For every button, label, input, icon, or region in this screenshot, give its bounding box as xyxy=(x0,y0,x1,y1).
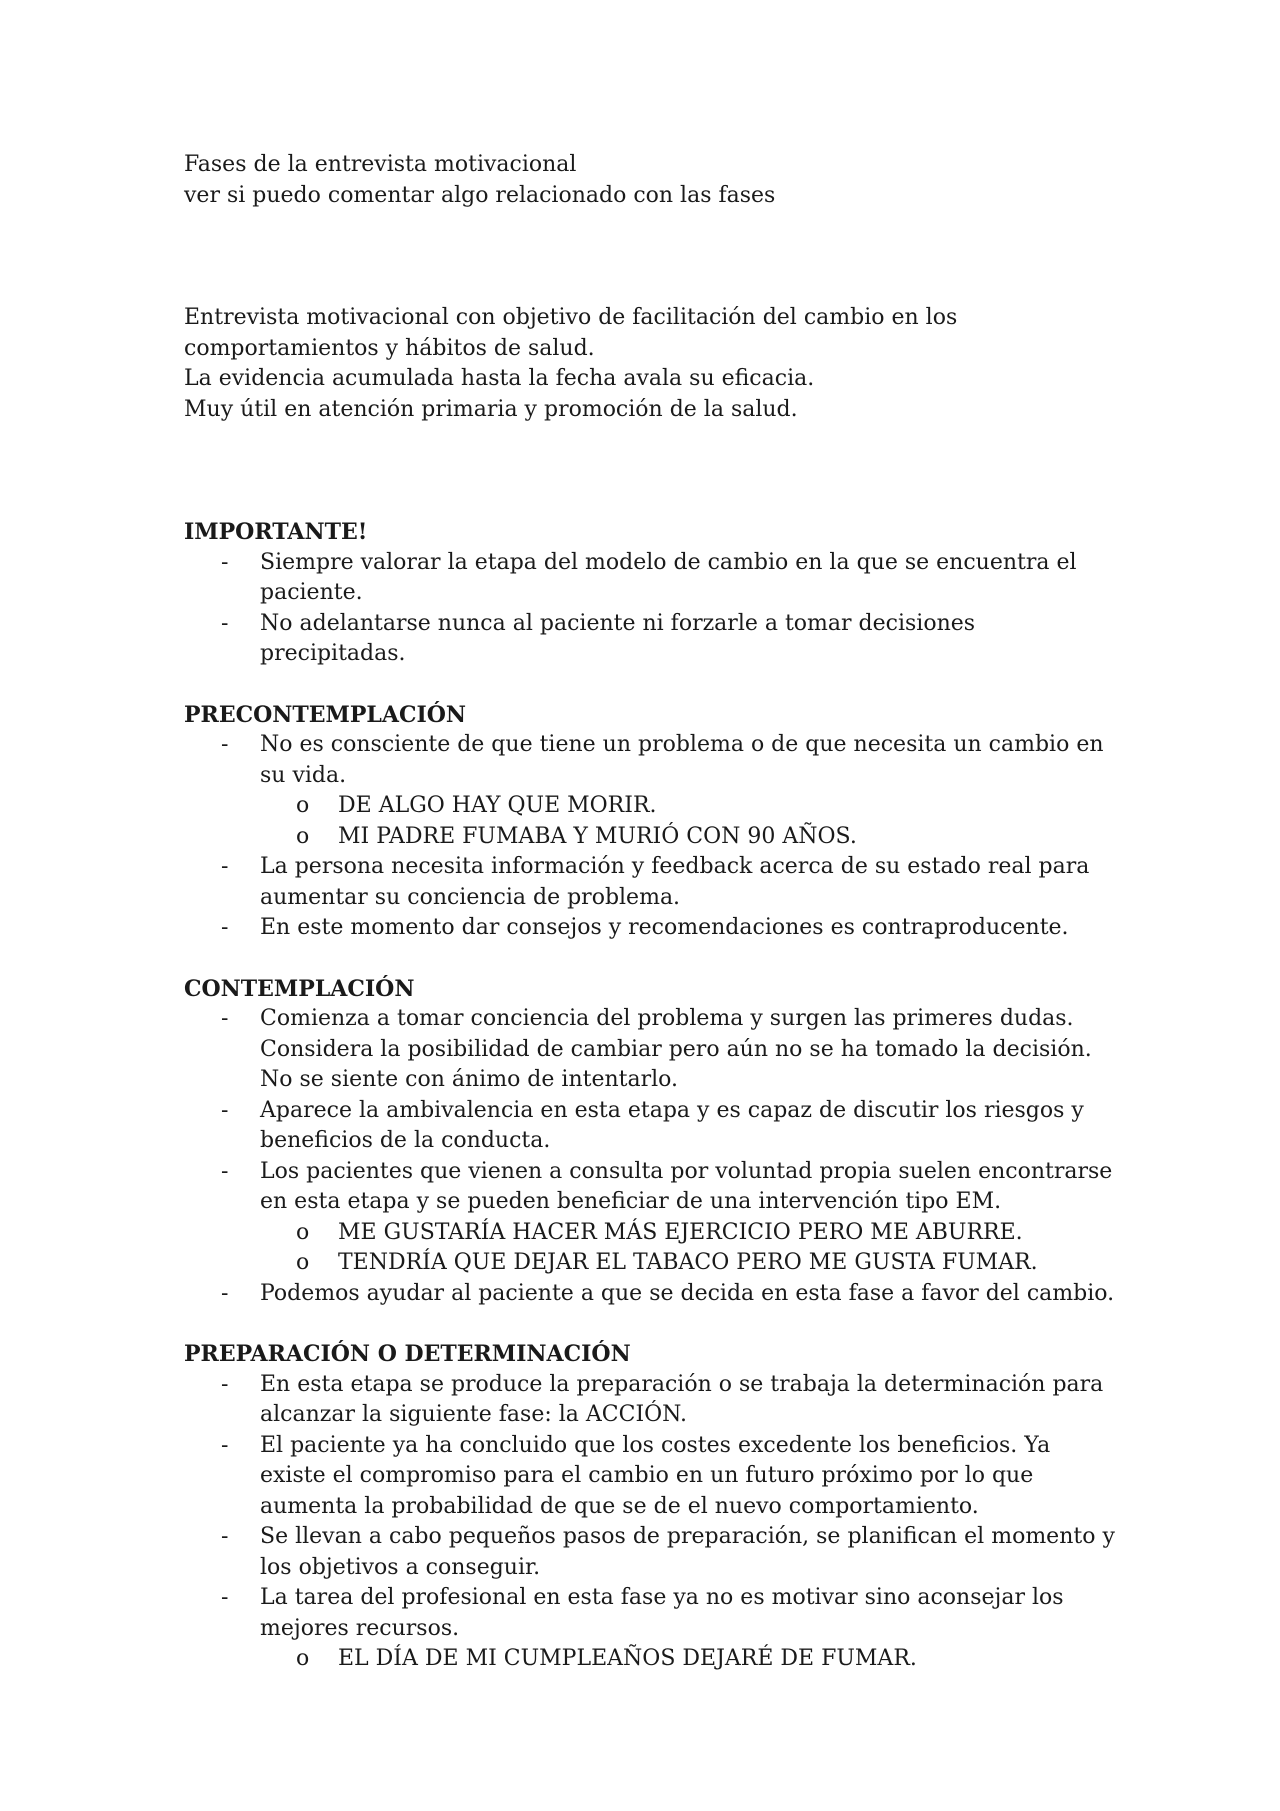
document-note: ver si puedo comentar algo relacionado con las fases xyxy=(184,182,776,208)
dash-marker: - xyxy=(221,1158,229,1184)
bullet-text: aumentar su conciencia de problema. xyxy=(260,884,681,910)
bullet-text: su vida. xyxy=(260,762,347,788)
bullet-text: El paciente ya ha concluido que los costes excedente los beneficios. Ya xyxy=(260,1432,1051,1458)
summary-line: comportamientos y hábitos de salud. xyxy=(184,335,595,361)
bullet-text: Podemos ayudar al paciente a que se decida en esta fase a favor del cambio. xyxy=(260,1280,1115,1306)
bullet-item xyxy=(184,548,1124,609)
dash-marker: - xyxy=(221,732,229,757)
bullet-text: Los pacientes que vienen a consulta por voluntad propia suelen encontrarse xyxy=(260,1158,1113,1184)
example-item xyxy=(260,822,1124,853)
bullet-text: beneficios de la conducta. xyxy=(260,1128,551,1153)
bullet-text: No adelantarse nunca al paciente ni forzarle a tomar decisiones xyxy=(260,610,976,636)
example-text: MI PADRE FUMABA Y MURIÓ CON 90 AÑOS. xyxy=(338,823,857,849)
section-heading: PREPARACIÓN O DETERMINACIÓN xyxy=(184,1341,631,1367)
summary-line: Muy útil en atención primaria y promoción de la salud. xyxy=(184,396,798,422)
bullet-text: Considera la posibilidad de cambiar pero aún no se ha tomado la decisión. xyxy=(260,1036,1092,1062)
document-page xyxy=(184,150,1124,1675)
spacer xyxy=(184,211,1124,303)
bullet-text: en esta etapa y se pueden beneficiar de una intervención tipo EM. xyxy=(260,1189,1002,1214)
summary-paragraph xyxy=(184,303,1124,425)
bullet-text: Aparece la ambivalencia en esta etapa y es capaz de discutir los riesgos y xyxy=(260,1097,1084,1123)
circle-marker: o xyxy=(296,1250,310,1275)
circle-marker: o xyxy=(296,793,310,818)
section-contemplacion xyxy=(184,974,1124,1310)
circle-marker: o xyxy=(296,1219,310,1245)
section-heading: PRECONTEMPLACIÓN xyxy=(184,701,467,728)
bullet-list xyxy=(184,730,1124,944)
section-importante xyxy=(184,517,1124,670)
example-text: EL DÍA DE MI CUMPLEAÑOS DEJARÉ DE FUMAR. xyxy=(338,1646,917,1671)
bullet-item xyxy=(184,1096,1124,1157)
bullet-text: En este momento dar consejos y recomendaciones es contraproducente. xyxy=(260,915,1069,940)
example-list xyxy=(260,791,1124,852)
bullet-text: los objetivos a conseguir. xyxy=(260,1554,541,1580)
spacer xyxy=(184,425,1124,517)
example-text: DE ALGO HAY QUE MORIR. xyxy=(338,793,657,818)
bullet-text: La tarea del profesional en esta fase ya no es motivar sino aconsejar los xyxy=(260,1585,1064,1610)
example-item xyxy=(260,1218,1124,1249)
dash-marker: - xyxy=(221,1097,229,1123)
bullet-text: Comienza a tomar conciencia del problema y surgen las primeres dudas. xyxy=(260,1006,1074,1031)
bullet-text: precipitadas. xyxy=(260,641,406,666)
bullet-text: En esta etapa se produce la preparación o se trabaja la determinación para xyxy=(260,1371,1104,1397)
dash-marker: - xyxy=(221,1432,229,1458)
bullet-text: existe el compromiso para el cambio en un futuro próximo por lo que xyxy=(260,1463,1034,1488)
bullet-text: La persona necesita información y feedback acerca de su estado real para xyxy=(260,854,1090,879)
section-heading: CONTEMPLACIÓN xyxy=(184,975,415,1002)
bullet-item xyxy=(184,609,1124,670)
document-title: Fases de la entrevista motivacional xyxy=(184,152,577,177)
bullet-text: Siempre valorar la etapa del modelo de cambio en la que se encuentra el xyxy=(260,549,1077,575)
spacer xyxy=(184,944,1124,974)
dash-marker: - xyxy=(221,1585,229,1610)
bullet-text: paciente. xyxy=(260,580,363,605)
dash-marker: - xyxy=(221,610,229,636)
dash-marker: - xyxy=(221,1371,229,1397)
summary-line: La evidencia acumulada hasta la fecha avala su eficacia. xyxy=(184,366,815,391)
bullet-text: Se llevan a cabo pequeños pasos de preparación, se planifican el momento y xyxy=(260,1524,1115,1549)
circle-marker: o xyxy=(296,1646,310,1671)
bullet-item xyxy=(184,1157,1124,1279)
spacer xyxy=(184,670,1124,700)
bullet-item xyxy=(184,1370,1124,1431)
dash-marker: - xyxy=(221,915,229,940)
bullet-text: No se siente con ánimo de intentarlo. xyxy=(260,1067,678,1092)
bullet-list xyxy=(184,1370,1124,1675)
spacer xyxy=(184,1309,1124,1339)
bullet-text: aumenta la probabilidad de que se de el nuevo comportamiento. xyxy=(260,1493,979,1519)
example-list xyxy=(260,1644,1124,1675)
summary-line: Entrevista motivacional con objetivo de facilitación del cambio en los xyxy=(184,305,958,330)
bullet-item xyxy=(184,852,1124,913)
bullet-text: alcanzar la siguiente fase: la ACCIÓN. xyxy=(260,1402,688,1427)
bullet-item xyxy=(184,1279,1124,1310)
dash-marker: - xyxy=(221,549,229,575)
dash-marker: - xyxy=(221,1006,229,1031)
section-heading: IMPORTANTE! xyxy=(184,519,368,545)
bullet-item xyxy=(184,1522,1124,1583)
bullet-item xyxy=(184,1583,1124,1675)
bullet-item xyxy=(184,1004,1124,1096)
section-preparacion xyxy=(184,1339,1124,1675)
bullet-text: mejores recursos. xyxy=(260,1615,460,1641)
bullet-text: No es consciente de que tiene un problema o de que necesita un cambio en xyxy=(260,732,1104,757)
example-item xyxy=(260,1248,1124,1279)
circle-marker: o xyxy=(296,823,310,849)
example-item xyxy=(260,1644,1124,1675)
bullet-list xyxy=(184,1004,1124,1309)
bullet-item xyxy=(184,1431,1124,1523)
bullet-list xyxy=(184,548,1124,670)
example-text: TENDRÍA QUE DEJAR EL TABACO PERO ME GUSTA FUMAR. xyxy=(338,1250,1038,1275)
section-precontemplacion xyxy=(184,700,1124,944)
example-list xyxy=(260,1218,1124,1279)
dash-marker: - xyxy=(221,1280,229,1306)
example-item xyxy=(260,791,1124,822)
dash-marker: - xyxy=(221,1524,229,1549)
bullet-item xyxy=(184,730,1124,852)
bullet-item xyxy=(184,913,1124,944)
example-text: ME GUSTARÍA HACER MÁS EJERCICIO PERO ME ABURRE. xyxy=(338,1219,1023,1245)
dash-marker: - xyxy=(221,854,229,879)
